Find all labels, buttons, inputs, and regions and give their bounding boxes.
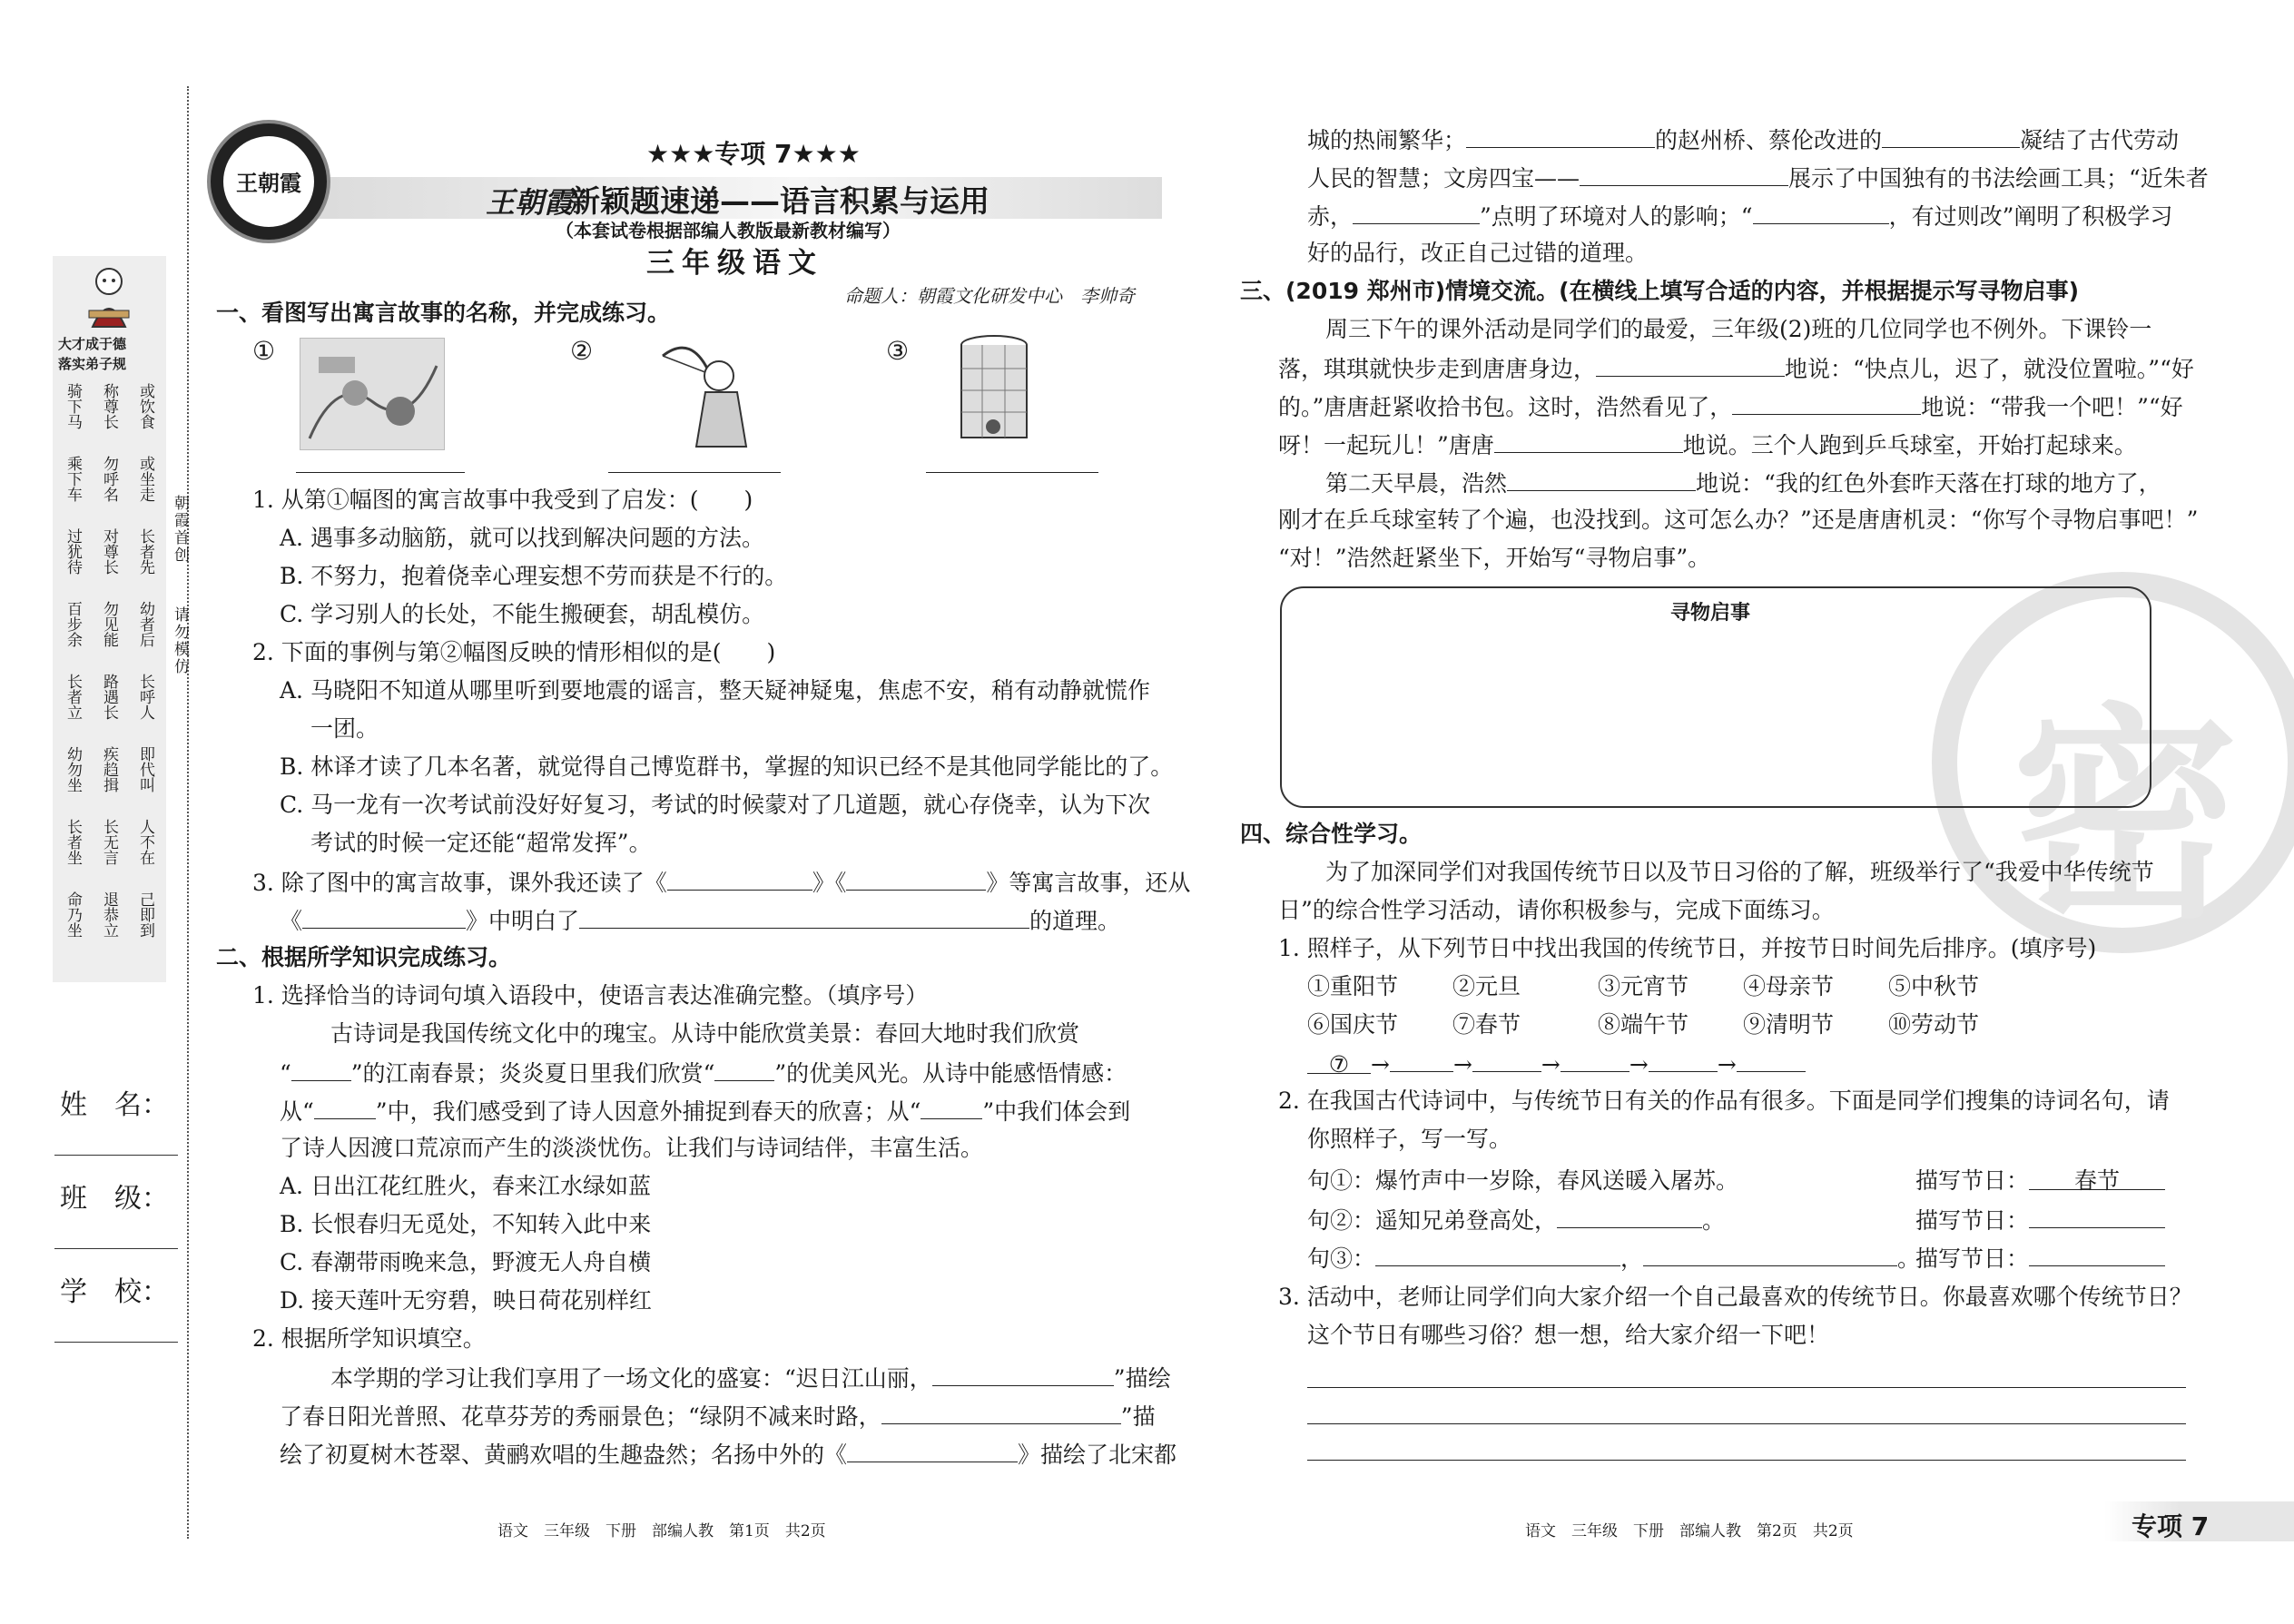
- logo-text: 王朝霞: [236, 170, 301, 196]
- r-cont-1: [1307, 125, 2179, 154]
- q3-text-a: 3. 除了图中的寓言故事，课外我还读了《: [252, 870, 667, 896]
- watermark-char: 密: [2012, 682, 2239, 949]
- s4-q1-stem: 1. 照样子，从下列节日中找出我国的传统节日，并按节日时间先后排序。(填序号): [1278, 935, 2097, 961]
- sidebar-rule-text: 或饮食: [136, 383, 154, 429]
- class-label: 班 级：: [60, 1183, 169, 1215]
- festival-item: ⑧端午节: [1598, 1011, 1689, 1038]
- sidebar-rule-text: 人不在: [136, 819, 154, 865]
- seq-arrow: →: [1452, 1051, 1472, 1078]
- q1-stem: 1. 从第①幅图的寓言故事中我受到了启发：( ): [252, 487, 753, 513]
- stamp-original: 朝霞首创: [171, 495, 189, 564]
- s2-blank-4[interactable]: [921, 1097, 982, 1119]
- r-cont-4: 好的品行，改正自己过错的道理。: [1307, 240, 1649, 266]
- describe-1: [1915, 1167, 2165, 1195]
- s2-passage-2: [280, 1058, 1127, 1088]
- s3-para-5: [1325, 468, 2161, 497]
- left-footer: 语文 三年级 下册 部编人教 第1页 共2页: [497, 1522, 826, 1540]
- festival-item: ⑤中秋节: [1888, 973, 1980, 999]
- sidebar-rule-text: 路遇长: [100, 674, 118, 720]
- q2-option-a-cont: 一团。: [310, 715, 379, 742]
- r-blank-4[interactable]: [1353, 202, 1480, 224]
- s2-q2-line-1: [330, 1363, 1171, 1393]
- describe-3-label: 描写节日：: [1915, 1245, 2030, 1272]
- s2-blank-1[interactable]: [291, 1058, 351, 1081]
- s4-q3-stem-2: 这个节日有哪些习俗？想一想，给大家介绍一下吧！: [1307, 1322, 1830, 1348]
- corner-label: 专项 7: [2132, 1511, 2210, 1541]
- corner-badge: [2104, 1501, 2294, 1541]
- describe-2: [1915, 1206, 2165, 1235]
- festival-sequence: [1307, 1049, 1806, 1078]
- image-label-3: ③: [886, 336, 910, 366]
- seq-first-answer: ⑦: [1328, 1051, 1350, 1078]
- sidebar-rule-text: 即代叫: [136, 746, 154, 792]
- poem-3-blank-1[interactable]: [1375, 1244, 1620, 1266]
- s4-q2-stem-2: 你照样子，写一写。: [1307, 1126, 1512, 1152]
- poem-2-text: 句②：遥知兄弟登高处，: [1307, 1207, 1558, 1234]
- image-label-1: ①: [252, 336, 276, 366]
- s3-blank-2[interactable]: [1732, 392, 1921, 415]
- s2-option-b: B. 长恨春归无觅处，不知转入此中来: [280, 1211, 652, 1237]
- s3-p5-b: 地说：“我的红色外套昨天落在打球的地方了，: [1696, 470, 2161, 497]
- r-blank-1[interactable]: [1466, 125, 1655, 148]
- stamp-no-copy: 请勿模仿: [171, 606, 189, 675]
- q3-text-d: 《: [280, 908, 303, 934]
- s2-option-d: D. 接天莲叶无穷碧，映日荷花别样红: [280, 1287, 653, 1314]
- r-cont-2: [1307, 163, 2209, 192]
- brand-script: 王朝霞: [486, 185, 574, 220]
- seq-arrow: →: [1629, 1051, 1649, 1078]
- s3-blank-1[interactable]: [1596, 354, 1785, 377]
- s2-q2-p2-b: ”描: [1120, 1403, 1156, 1430]
- brand-logo: [207, 120, 330, 243]
- r-cont2-b: 展示了中国独有的书法绘画工具；“近朱者: [1788, 165, 2209, 192]
- school-label: 学 校：: [60, 1276, 169, 1308]
- student-figure-icon: [80, 263, 138, 329]
- q3-text-e: 》中明白了: [466, 908, 580, 934]
- seq-arrow: →: [1541, 1051, 1561, 1078]
- q3-answer-line-2[interactable]: [1307, 1423, 2186, 1424]
- s2-blank-2[interactable]: [714, 1058, 774, 1081]
- q3-line-1: [252, 868, 1190, 897]
- q1-option-c[interactable]: C. 学习别人的长处，不能生搬硬套，胡乱模仿。: [280, 601, 765, 627]
- s4-para-1: 为了加深同学们对我国传统节日以及节日习俗的了解，班级举行了“我爱中华传统节: [1325, 859, 2154, 885]
- s2-p3-b: ”中，我们感受到了诗人因意外捕捉到春天的欣喜；从“: [375, 1098, 921, 1125]
- lost-notice-box[interactable]: [1280, 586, 2151, 808]
- r-blank-3[interactable]: [1580, 163, 1788, 186]
- sidebar-rule-text: 己即到: [136, 891, 154, 938]
- s3-para-6: 刚才在乒乓球室转了个遍，也没找到。这可怎么办？”还是唐唐机灵：“你写个寻物启事吧！”: [1278, 507, 2199, 533]
- describe-2-answer[interactable]: [2029, 1206, 2165, 1228]
- binding-dotted-line: [187, 86, 189, 1539]
- s2-q2-blank-2[interactable]: [881, 1402, 1121, 1424]
- festival-item: ⑩劳动节: [1888, 1011, 1980, 1038]
- s3-blank-4[interactable]: [1507, 468, 1696, 491]
- s3-para-2: [1278, 354, 2194, 383]
- q2-option-a[interactable]: A. 马晓阳不知道从哪里听到要地震的谣言，整天疑神疑鬼，焦虑不安，稍有动静就慌作: [280, 677, 1150, 704]
- q3-answer-line-1[interactable]: [1307, 1387, 2186, 1388]
- poem-3-text: 句③：: [1307, 1245, 1376, 1272]
- sidebar-rule-text: 百步余: [64, 601, 82, 647]
- sidebar-rule-text: 退恭立: [100, 891, 118, 938]
- seq-slot-4[interactable]: [1561, 1049, 1629, 1072]
- festival-item: ⑨清明节: [1743, 1011, 1835, 1038]
- describe-1-answer-text: 春节: [2074, 1167, 2121, 1194]
- q3-blank-1[interactable]: [667, 868, 812, 891]
- festival-item: ④母亲节: [1743, 973, 1835, 999]
- s2-blank-3[interactable]: [314, 1097, 376, 1119]
- q2-option-b[interactable]: B. 林译才读了几本名著，就觉得自己博览群书，掌握的知识已经不是其他同学能比的了。: [280, 753, 1174, 780]
- r-cont1-c: 凝结了古代劳动: [2020, 127, 2180, 153]
- festival-item: ⑦春节: [1452, 1011, 1521, 1038]
- s3-p5-a: 第二天早晨，浩然: [1325, 470, 1508, 497]
- sidebar-motto-2: 落实弟子规: [58, 356, 127, 372]
- section-2-title: 二、根据所学知识完成练习。: [216, 944, 512, 970]
- q3-line-2: [280, 906, 1120, 935]
- sidebar-rule-text: 幼勿坐: [64, 746, 82, 792]
- describe-1-label: 描写节日：: [1915, 1167, 2030, 1194]
- s3-p2-b: 地说：“快点儿，迟了，就没位置啦。”“好: [1785, 356, 2194, 382]
- q2-option-c-cont: 考试的时候一定还能“超常发挥”。: [310, 830, 652, 856]
- r-cont3-a: 赤，: [1307, 203, 1354, 230]
- sidebar-rules-grid: [62, 383, 162, 973]
- sidebar-rule-text: 长者坐: [64, 819, 82, 865]
- s2-q2-p3-b: 》描绘了北宋都: [1018, 1442, 1177, 1468]
- author-line: 命题人：朝霞文化研发中心 李帅奇: [844, 285, 1135, 307]
- q3-blank-3[interactable]: [302, 906, 466, 929]
- r-cont-3: [1307, 202, 2172, 231]
- seq-arrow: →: [1371, 1051, 1390, 1078]
- name-field-line[interactable]: [54, 1155, 178, 1156]
- sidebar-rule-text: 幼者后: [136, 601, 154, 647]
- s2-q2-p1-b: ”描绘: [1113, 1365, 1171, 1392]
- series-subtitle: （本套试卷根据部编人教版最新教材编写）: [556, 220, 901, 241]
- sidebar-rule-text: 称尊长: [100, 383, 118, 429]
- s3-p4-b: 地说。三个人跑到乒乓球室，开始打起球来。: [1682, 432, 2137, 458]
- s2-q2-p2-a: 了春日阳光普照、花草芬芳的秀丽景色；“绿阴不减来时路，: [280, 1403, 881, 1430]
- r-cont3-b: ”点明了环境对人的影响；“: [1480, 203, 1753, 230]
- s3-blank-3[interactable]: [1494, 430, 1683, 453]
- s3-para-4: [1278, 430, 2137, 459]
- q3-text-f: 的道理。: [1029, 908, 1121, 934]
- q2-stem: 2. 下面的事例与第②幅图反映的情形相似的是( ): [252, 639, 776, 665]
- q3-blank-2[interactable]: [846, 868, 986, 891]
- s2-passage-1: 古诗词是我国传统文化中的瑰宝。从诗中能欣赏美景：春回大地时我们欣赏: [330, 1020, 1080, 1047]
- s2-p2-a: “: [280, 1060, 291, 1087]
- q3-text-b: 》《: [812, 870, 847, 896]
- r-blank-2[interactable]: [1882, 125, 2020, 148]
- r-cont1-b: 的赵州桥、蔡伦改进的: [1655, 127, 1883, 153]
- sidebar-rule-text: 长者先: [136, 528, 154, 575]
- poem-1: 句①：爆竹声中一岁除，春风送暖入屠苏。: [1307, 1167, 1739, 1194]
- sidebar-rule-text: 命乃坐: [64, 891, 82, 938]
- q3-blank-4[interactable]: [579, 906, 1029, 929]
- right-footer: 语文 三年级 下册 部编人教 第2页 共2页: [1525, 1522, 1854, 1540]
- s2-option-a: A. 日出江花红胜火，春来江水绿如蓝: [280, 1173, 651, 1199]
- sidebar-motto-1: 大才成于德: [58, 336, 127, 352]
- s3-para-7: “对！”浩然赶紧坐下，开始写“寻物启事”。: [1278, 545, 1711, 571]
- image-1-answer-line[interactable]: [296, 472, 465, 473]
- seq-slot-3[interactable]: [1472, 1049, 1541, 1072]
- section-3-title: 三、(2019 郑州市)情境交流。(在横线上填写合适的内容，并根据提示写寻物启事): [1240, 278, 2079, 304]
- s2-q2-line-3: [280, 1440, 1177, 1469]
- sidebar-rule-text: 长呼人: [136, 674, 154, 720]
- s2-q2-blank-1[interactable]: [932, 1363, 1114, 1386]
- poem-2-blank[interactable]: [1557, 1206, 1702, 1228]
- s2-q2-stem: 2. 根据所学知识填空。: [252, 1325, 486, 1352]
- poem-2: 句②：遥知兄弟登高处， 。: [1307, 1207, 1726, 1234]
- festival-item: ②元旦: [1452, 973, 1521, 999]
- fable-image-2: [655, 338, 753, 448]
- s2-q2-p3-a: 绘了初夏树木苍翠、黄鹂欢唱的生趣盎然；名扬中外的《: [280, 1442, 848, 1468]
- seq-arrow: →: [1717, 1051, 1737, 1078]
- s3-p3-b: 地说：“带我一个吧！”“好: [1921, 394, 2183, 420]
- s2-p2-b: ”的江南春景；炎炎夏日里我们欣赏“: [350, 1060, 715, 1087]
- image-label-2: ②: [570, 336, 594, 366]
- r-cont1-a: 城的热闹繁华；: [1307, 127, 1467, 153]
- s3-para-1: 周三下午的课外活动是同学们的最爱，三年级(2)班的几位同学也不例外。下课铃一: [1325, 316, 2152, 342]
- sidebar-rule-text: 骑下马: [64, 383, 82, 429]
- s3-p3-a: 的。”唐唐赶紧收拾书包。这时，浩然看见了，: [1278, 394, 1733, 420]
- s2-q2-blank-3[interactable]: [847, 1440, 1018, 1462]
- poem-3: 句③： ， 。: [1307, 1245, 1921, 1272]
- section-1-title: 一、看图写出寓言故事的名称，并完成练习。: [216, 300, 671, 326]
- poem-3-blank-2[interactable]: [1643, 1244, 1897, 1266]
- sidebar-rule-text: 长无言: [100, 819, 118, 865]
- fable-image-1: [300, 338, 445, 450]
- describe-3: [1915, 1244, 2165, 1273]
- sidebar-rule-text: 过犹待: [64, 528, 82, 575]
- grade-subject-title: 三年级语文: [646, 247, 823, 280]
- s2-q2-p1-a: 本学期的学习让我们享用了一场文化的盛宴：“迟日江山丽，: [330, 1365, 932, 1392]
- s2-p3-c: ”中我们体会到: [982, 1098, 1131, 1125]
- s4-q2-stem-1: 2. 在我国古代诗词中，与传统节日有关的作品有很多。下面是同学们搜集的诗词名句，请: [1278, 1088, 2170, 1114]
- school-field-line[interactable]: [54, 1342, 178, 1343]
- q1-option-a[interactable]: A. 遇事多动脑筋，就可以找到解决问题的方法。: [280, 525, 764, 551]
- lost-notice-title: 寻物启事: [1670, 602, 1751, 625]
- s2-q1-stem: 1. 选择恰当的诗词句填入语段中，使语言表达准确完整。（填序号）: [252, 982, 929, 1009]
- name-label: 姓 名：: [60, 1089, 169, 1121]
- fable-image-3: [955, 332, 1033, 445]
- describe-2-label: 描写节日：: [1915, 1207, 2030, 1234]
- sidebar-rule-text: 勿呼名: [100, 456, 118, 502]
- s3-p2-a: 落，琪琪就快步走到唐唐身边，: [1278, 356, 1597, 382]
- sidebar-rule-text: 疾趋揖: [100, 746, 118, 792]
- image-3-answer-line[interactable]: [926, 472, 1098, 473]
- seq-slot-5[interactable]: [1649, 1049, 1718, 1072]
- s2-option-c: C. 春潮带雨晚来急，野渡无人舟自横: [280, 1249, 652, 1275]
- festival-item: ⑥国庆节: [1307, 1011, 1399, 1038]
- sidebar-rule-text: 乘下车: [64, 456, 82, 502]
- s3-para-3: [1278, 392, 2183, 421]
- q1-option-b[interactable]: B. 不努力，抱着侥幸心理妄想不劳而获是不行的。: [280, 563, 788, 589]
- sidebar-rule-text: 勿见能: [100, 601, 118, 647]
- r-blank-5[interactable]: [1753, 202, 1889, 224]
- q2-option-c[interactable]: C. 马一龙有一次考试前没好好复习，考试的时候蒙对了几道题，就心存侥幸，认为下次: [280, 792, 1151, 818]
- s3-p4-a: 呀！一起玩儿！”唐唐: [1278, 432, 1494, 458]
- s2-passage-3: [280, 1097, 1130, 1126]
- r-cont3-c: ，有过则改”阐明了积极学习: [1888, 203, 2173, 230]
- s2-p3-a: 从“: [280, 1098, 314, 1125]
- q3-text-c: 》等寓言故事，还从: [986, 870, 1191, 896]
- r-cont2-a: 人民的智慧；文房四宝——: [1307, 165, 1580, 192]
- s2-q2-line-2: [280, 1402, 1156, 1431]
- section-4-title: 四、综合性学习。: [1240, 821, 1423, 847]
- seq-slot-1[interactable]: [1307, 1051, 1371, 1078]
- s2-p2-c: ”的优美风光。从诗中能感悟情感：: [774, 1060, 1127, 1087]
- q3-answer-line-3[interactable]: [1307, 1460, 2186, 1461]
- describe-3-answer[interactable]: [2029, 1244, 2165, 1266]
- s4-q3-stem-1: 3. 活动中，老师让同学们向大家介绍一个自己最喜欢的传统节日。你最喜欢哪个传统节日？: [1278, 1284, 2192, 1310]
- s4-para-2: 日”的综合性学习活动，请你积极参与，完成下面练习。: [1278, 897, 1835, 923]
- seq-slot-2[interactable]: [1390, 1049, 1453, 1072]
- class-field-line[interactable]: [54, 1248, 178, 1249]
- s2-passage-4: 了诗人因渡口荒凉而产生的淡淡忧伤。让我们与诗词结伴，丰富生活。: [280, 1135, 984, 1161]
- special-label: ★★★专项 7★★★: [646, 139, 861, 169]
- describe-1-answer[interactable]: [2029, 1167, 2165, 1194]
- seq-slot-6[interactable]: [1737, 1049, 1806, 1072]
- festival-item: ③元宵节: [1598, 973, 1689, 999]
- festival-item: ①重阳节: [1307, 973, 1399, 999]
- image-2-answer-line[interactable]: [608, 472, 781, 473]
- sidebar-rule-text: 对尊长: [100, 528, 118, 575]
- sidebar-rule-text: 或坐走: [136, 456, 154, 502]
- sidebar-rule-text: 长者立: [64, 674, 82, 720]
- sidebar-rules-panel: [53, 256, 166, 982]
- series-title: 新颖题速递——语言积累与运用: [570, 183, 989, 219]
